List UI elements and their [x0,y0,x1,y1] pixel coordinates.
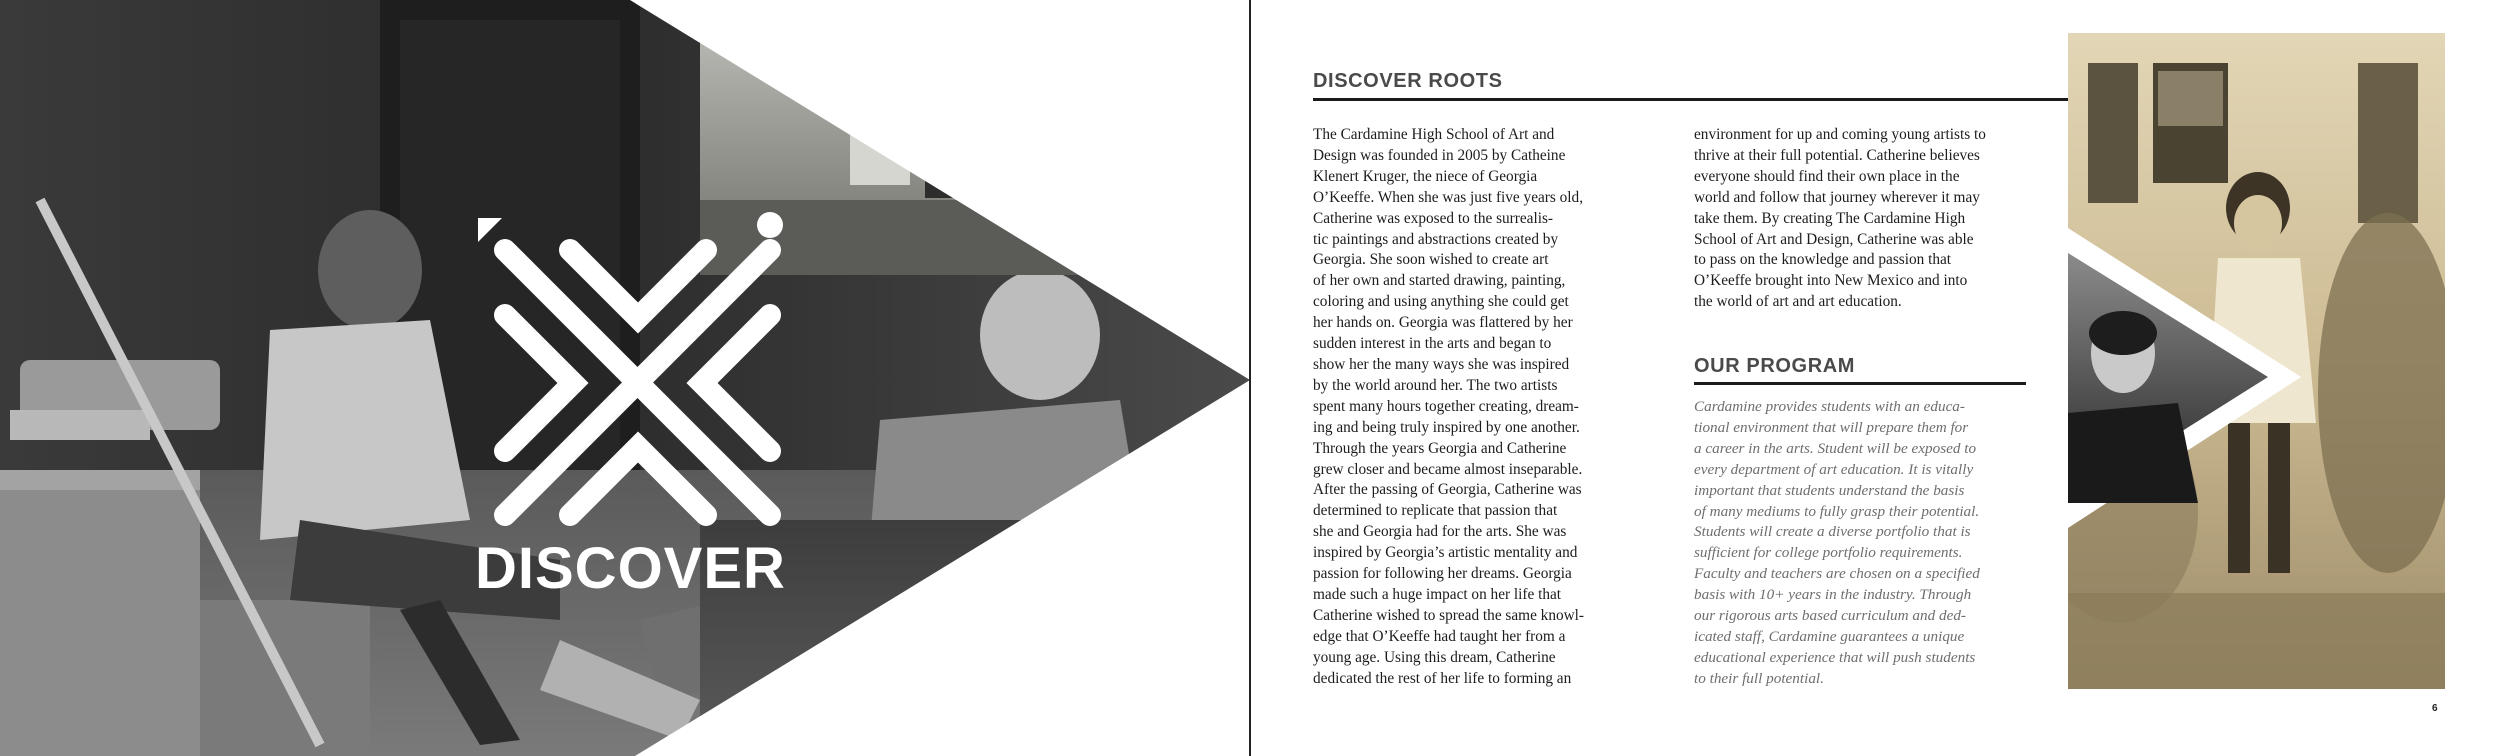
text-line: O’Keeffe. When she was just five years old, [1313,188,1584,206]
right-page [1251,0,2500,756]
text-line: environment for up and coming young artists to [1694,126,1986,143]
text-line: take them. By creating The Cardamine High [1694,209,1966,227]
text-line: Klenert Kruger, the niece of Georgia [1313,167,1538,185]
text-line: School of Art and Design, Catherine was able [1694,230,1974,248]
text-line: grew closer and became almost inseparable. [1313,460,1583,478]
text-line: the world of art and art education. [1694,293,1902,311]
text-line: passion for following her dreams. Georgia [1313,565,1572,583]
text-line: tional environment that will prepare them for [1694,418,1969,436]
text-line: a career in the arts. Student will be exposed to [1694,439,1977,457]
text-line: every department of art education. It is vitally [1694,460,1974,478]
text-line: everyone should find their own place in the [1694,167,1960,185]
text-line: tic paintings and abstractions created by [1313,230,1559,248]
text-line: ing and being truly inspired by one another. [1313,418,1580,436]
text-line: Catherine was exposed to the surrealis- [1313,209,1553,227]
wooden-crate [0,470,200,756]
text-line: Cardamine provides students with an educa- [1694,398,1965,415]
text-line: dedicated the rest of her life to forming an [1313,669,1572,687]
program-text [1694,397,2044,690]
our-program-heading: OUR PROGRAM [1694,355,1856,377]
program-rule [1694,382,2026,385]
text-line: sufficient for college portfolio requirements. [1694,544,1963,562]
text-line: spent many hours together creating, dream- [1313,397,1579,415]
text-line: After the passing of Georgia, Catherine was [1313,481,1582,499]
text-line: Georgia. She soon wished to create art [1313,251,1549,269]
text-line: made such a huge impact on her life that [1313,585,1562,603]
text-line: her hands on. Georgia was flattered by her [1313,314,1573,332]
text-line: sudden interest in the arts and began to [1313,335,1552,353]
text-line: coloring and using anything she could get [1313,293,1569,311]
text-line: edge that O’Keeffe had taught her from a [1313,627,1566,645]
woman-right-head [980,270,1100,400]
text-line: show her the many ways she was inspired [1313,355,1570,373]
text-line: of many mediums to fully grasp their potential. [1694,502,1980,520]
text-line: The Cardamine High School of Art and [1313,126,1555,143]
text-line: young age. Using this dream, Catherine [1313,648,1556,666]
text-line: she and Georgia had for the arts. She was [1313,523,1567,541]
text-line: Faculty and teachers are chosen on a specified [1694,565,1980,583]
discover-wordmark: DISCOVER [475,536,786,601]
text-line: by the world around her. The two artists [1313,376,1558,394]
text-line: basis with 10+ years in the industry. Through [1694,586,1972,604]
text-line: educational experience that will push students [1694,648,1976,666]
text-line: Catherine wished to spread the same knowl- [1313,606,1585,624]
text-line: Design was founded in 2005 by Catheine [1313,146,1566,164]
text-line: thrive at their full potential. Catherine believes [1694,146,1980,164]
vintage-photo [2068,33,2445,689]
text-line: icated staff, Cardamine guarantees a unique [1694,627,1965,645]
text-line: determined to replicate that passion that [1313,502,1558,520]
discover-roots-heading: DISCOVER ROOTS [1313,70,1503,92]
text-line: Students will create a diverse portfolio that is [1694,523,1971,541]
text-line: our rigorous arts based curriculum and ded- [1694,607,1966,625]
roots-column-2 [1694,125,2044,313]
heading-rule [1313,98,2092,101]
page-number: 6 [2432,703,2438,714]
text-line: to their full potential. [1694,669,1824,687]
text-line: world and follow that journey wherever it may [1694,188,1980,206]
text-line: to pass on the knowledge and passion that [1694,251,1952,269]
text-line: O’Keeffe brought into New Mexico and into [1694,272,1968,290]
woman-left-head [318,210,422,330]
text-line: Through the years Georgia and Catherine [1313,439,1567,457]
text-line: of her own and started drawing, painting, [1313,272,1566,290]
text-line: inspired by Georgia’s artistic mentality and [1313,544,1578,562]
text-line: important that students understand the basis [1694,481,1965,499]
roots-column-1 [1313,125,1643,689]
